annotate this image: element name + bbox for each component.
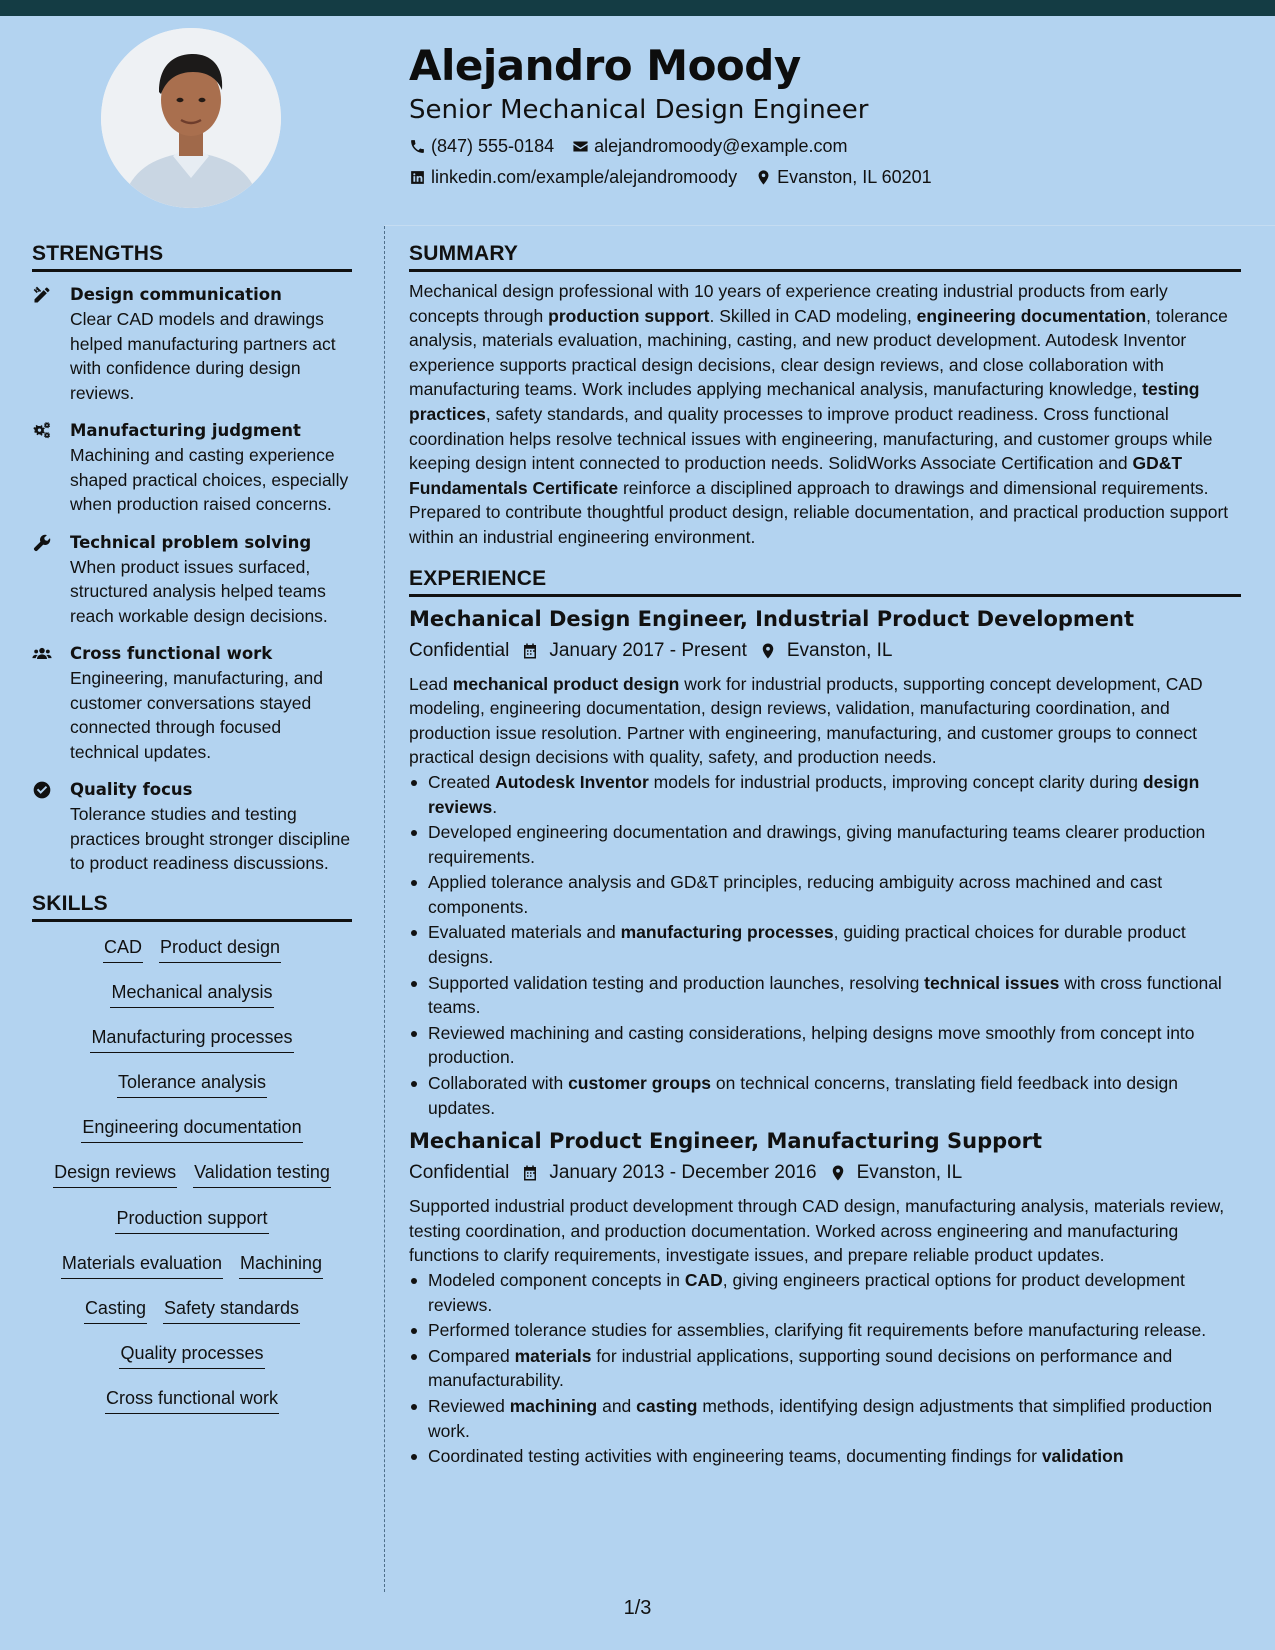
candidate-role: Senior Mechanical Design Engineer [409, 95, 869, 125]
bullet-item [409, 1071, 1241, 1120]
strength-item [32, 642, 352, 764]
strength-item [32, 778, 352, 876]
bold-text: design reviews [428, 771, 1200, 817]
bullet-item [409, 870, 1241, 919]
skill-tag: Manufacturing processes [90, 1025, 293, 1053]
job-company [409, 1159, 509, 1187]
skill-tag: Validation testing [193, 1160, 331, 1188]
text-segment: , safety standards, and quality processes to improve product readiness. Cross functional coordination helps resolve technical issues with engineering, manufacturing, and customer groups while keeping design intent connected to production needs. SolidWorks Associate Certification and [409, 403, 1213, 474]
experience-heading: EXPERIENCE [409, 565, 1241, 597]
phone-icon [409, 138, 426, 155]
bullet-item [409, 1268, 1241, 1317]
text-segment: Created [428, 771, 496, 792]
location-text: Evanston, IL [856, 1162, 963, 1184]
text-segment: and [597, 1395, 637, 1416]
map-pin-icon [759, 642, 777, 660]
job-bullets [409, 1268, 1241, 1469]
text-segment: on technical concerns, translating field feedback into design updates. [428, 1073, 1178, 1118]
phone-contact [409, 134, 554, 158]
text-segment: work for industrial products, supporting concept development, CAD modeling, engineering documentation, design reviews, validation, manufacturing coordination, and production issue resolution. Partner with engineering, manufacturing, and customer groups to connect practical design decisions with quality, safety, and production needs. [409, 673, 1203, 768]
check-circle-icon [32, 780, 52, 800]
candidate-name: Alejandro Moody [409, 41, 801, 90]
text-segment: Applied tolerance analysis and GD&T principles, reducing ambiguity across machined and cast components. [428, 872, 1163, 917]
strength-title: Cross functional work [70, 644, 273, 663]
skill-row [32, 933, 352, 978]
skill-row [32, 1294, 352, 1339]
text-segment: reinforce a disciplined approach to drawings and dimensional requirements. Prepared to contribute thoughtful product design, reliable documentation, and practical production support within an industrial engineering environment. [409, 477, 1229, 547]
strength-desc: When product issues surfaced, structured analysis helped teams reach workable design decisions. [70, 556, 328, 626]
skill-tag: Production support [115, 1206, 268, 1234]
email-contact [572, 134, 847, 158]
bold-text: validation [1041, 1446, 1124, 1467]
skill-row [32, 1339, 352, 1384]
strength-desc: Clear CAD models and drawings helped manufacturing partners act with confidence during design reviews. [70, 309, 336, 403]
text-segment: Mechanical design professional with 10 years of experience creating industrial products from early concepts through [409, 281, 1168, 326]
skill-tag: Product design [159, 935, 281, 963]
strength-title: Manufacturing judgment [70, 421, 301, 440]
column-divider [384, 226, 385, 1592]
skill-tag: Machining [239, 1251, 323, 1279]
text-segment: Reviewed machining and casting considerations, helping designs move smoothly from concept into production. [428, 1022, 1195, 1068]
contact-row-2 [409, 165, 1249, 189]
skills-heading: SKILLS [32, 890, 352, 922]
strength-title: Technical problem solving [70, 532, 312, 552]
left-column [32, 240, 352, 1430]
linkedin-icon [409, 169, 426, 186]
resume-header [409, 40, 1249, 189]
skill-tag: Engineering documentation [81, 1115, 302, 1143]
job-dates [521, 1159, 816, 1187]
experience-list [409, 604, 1241, 1469]
skill-tag: Mechanical analysis [110, 980, 273, 1008]
text-segment: Modeled component concepts in [428, 1270, 685, 1290]
bullet-item [409, 770, 1241, 819]
pencil-ruler-icon [32, 285, 52, 305]
page-number: 1/3 [623, 1597, 652, 1619]
skill-tag: Quality processes [119, 1341, 264, 1369]
text-segment: models for industrial products, improving concept clarity during [648, 771, 1143, 792]
job-company [409, 637, 509, 665]
skill-tag: Cross functional work [105, 1386, 279, 1414]
map-pin-icon [755, 169, 772, 186]
text-segment: Compared [428, 1345, 515, 1366]
bold-text: testing practices [409, 379, 1200, 424]
skill-tag: Tolerance analysis [117, 1070, 267, 1098]
header-divider [384, 225, 1275, 226]
calendar-icon [521, 642, 539, 660]
strength-desc: Engineering, manufacturing, and customer conversations stayed connected through focused technical updates. [70, 668, 323, 762]
bullet-item [409, 1021, 1241, 1070]
strength-title: Quality focus [70, 780, 193, 799]
phone-number: (847) 555-0184 [431, 136, 555, 156]
job-title: Mechanical Design Engineer, Industrial Product Development [409, 606, 1135, 631]
text-segment: Supported validation testing and production launches, resolving [428, 972, 925, 993]
skill-row [32, 1113, 352, 1158]
top-bar [0, 0, 1275, 16]
envelope-icon [572, 138, 589, 155]
bold-text: casting [636, 1395, 698, 1416]
skills-list [32, 933, 352, 1430]
bold-text: GD&T Fundamentals Certificate [409, 453, 1183, 498]
skill-tag: Safety standards [163, 1296, 300, 1324]
profile-photo-illustration [101, 28, 281, 208]
email-address[interactable]: alejandromoody@example.com [594, 136, 848, 156]
bold-text: machining [509, 1395, 598, 1416]
skill-tag: Casting [84, 1296, 147, 1324]
text-segment: Performed tolerance studies for assemblies, clarifying fit requirements before manufacturing release. [428, 1320, 1207, 1341]
text-segment: , giving engineers practical options for product development reviews. [428, 1270, 1185, 1315]
location-text: Evanston, IL [786, 639, 893, 661]
text-segment: . Skilled in CAD modeling, [709, 305, 917, 326]
job-title: Mechanical Product Engineer, Manufacturing Support [409, 1129, 1042, 1154]
text-segment: , guiding practical choices for durable product designs. [428, 922, 1186, 968]
text-segment: Developed engineering documentation and drawings, giving manufacturing teams clearer production requirements. [428, 822, 1206, 867]
summary-heading: SUMMARY [409, 240, 1241, 272]
location-text: Evanston, IL 60201 [777, 167, 932, 187]
gears-icon [32, 421, 52, 441]
skill-row [32, 1158, 352, 1203]
job-entry [409, 604, 1241, 1121]
skill-row [32, 978, 352, 1023]
text-segment: Evaluated materials and [428, 922, 621, 943]
job-meta [409, 1159, 1241, 1187]
bullet-item [409, 971, 1241, 1020]
users-icon [32, 644, 52, 664]
profile-photo [101, 28, 281, 208]
bullet-item [409, 820, 1241, 869]
text-segment: . [492, 796, 498, 817]
location-contact [755, 165, 931, 189]
text-segment: with cross functional teams. [428, 972, 1222, 1018]
company-name: Confidential [409, 639, 510, 661]
wrench-icon [32, 533, 52, 553]
skill-tag: Materials evaluation [61, 1251, 223, 1279]
text-segment: for industrial applications, supporting sound decisions on performance and manufacturability. [428, 1345, 1173, 1391]
contact-row-1 [409, 134, 1249, 158]
bullet-item [409, 1344, 1241, 1393]
bold-text: mechanical product design [452, 673, 680, 694]
bold-text: customer groups [568, 1073, 712, 1094]
strength-item [32, 283, 352, 405]
text-segment: Supported industrial product development through CAD design, manufacturing analysis, materials review, testing coordination, and production documentation. Worked across engineering and manufacturing functions to clarify requirements, investigate issues, and prepare reliable product updates. [409, 1196, 1225, 1266]
job-location [759, 637, 893, 665]
job-description [409, 1194, 1241, 1268]
bullet-item [409, 1444, 1241, 1469]
strength-title: Design communication [70, 285, 282, 304]
right-column [409, 240, 1241, 1475]
skill-row [32, 1204, 352, 1249]
linkedin-contact [409, 165, 737, 189]
skill-row [32, 1023, 352, 1068]
text-segment: Coordinated testing activities with engineering teams, documenting findings for [428, 1446, 1042, 1467]
text-segment: Collaborated with [428, 1073, 569, 1094]
strength-item [32, 531, 352, 629]
skill-row [32, 1068, 352, 1113]
skill-row [32, 1384, 352, 1429]
strength-desc: Tolerance studies and testing practices brought stronger discipline to product readiness discussions. [70, 804, 351, 873]
bold-text: technical issues [924, 972, 1060, 993]
bold-text: materials [514, 1345, 592, 1366]
bold-text: Autodesk Inventor [495, 771, 649, 792]
job-description [409, 672, 1241, 770]
text-segment: methods, identifying design adjustments that simplified production work. [428, 1395, 1213, 1441]
bold-text: CAD [684, 1270, 723, 1290]
company-name: Confidential [409, 1162, 510, 1184]
summary-text [409, 279, 1241, 550]
text-segment: , tolerance analysis, materials evaluation, machining, casting, and new product development. Autodesk Inventor experience supports practical design decisions, clear design reviews, and close collaboration with manufacturing teams. Work includes applying mechanical analysis, manufacturing knowledge, [409, 305, 1228, 400]
bold-text: production support [548, 305, 710, 326]
text-segment: Lead [409, 673, 453, 694]
bullet-item [409, 920, 1241, 969]
bold-text: engineering documentation [916, 305, 1147, 326]
job-location [829, 1159, 963, 1187]
linkedin-url[interactable]: linkedin.com/example/alejandromoody [431, 167, 738, 187]
skill-row [32, 1249, 352, 1294]
job-bullets [409, 770, 1241, 1120]
job-entry [409, 1126, 1241, 1469]
bullet-item [409, 1394, 1241, 1443]
job-dates [521, 637, 747, 665]
map-pin-icon [829, 1164, 847, 1182]
job-meta [409, 637, 1241, 665]
skill-tag: Design reviews [53, 1160, 177, 1188]
skill-tag: CAD [103, 935, 143, 963]
bullet-item [409, 1318, 1241, 1343]
strength-item [32, 419, 352, 517]
dates-text: January 2013 - December 2016 [549, 1162, 817, 1184]
strength-desc: Machining and casting experience shaped practical choices, especially when production raised concerns. [70, 445, 349, 514]
bold-text: manufacturing processes [620, 922, 834, 943]
strengths-heading: STRENGTHS [32, 240, 352, 272]
dates-text: January 2017 - Present [549, 639, 747, 661]
text-segment: Reviewed [428, 1395, 510, 1416]
calendar-icon [521, 1164, 539, 1182]
